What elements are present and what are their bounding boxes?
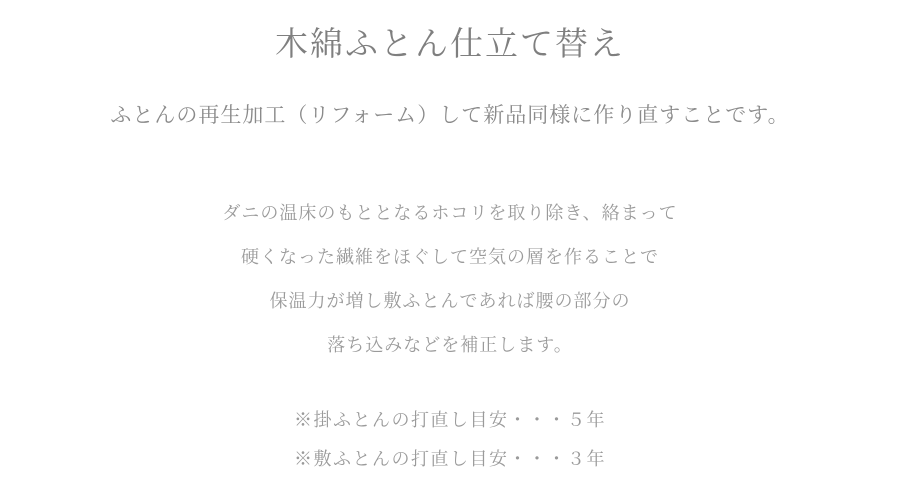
notes-list (294, 401, 606, 478)
body-line: 保温力が増し敷ふとんであれば腰の部分の (269, 290, 631, 311)
note-item: ※掛ふとんの打直し目安・・・５年 (294, 410, 606, 431)
body-line: 硬くなった繊維をほぐして空気の層を作ることで (241, 246, 659, 267)
lead-paragraph: ふとんの再生加工（リフォーム）して新品同様に作り直すことです。 (110, 103, 790, 128)
page-title: 木綿ふとん仕立て替え (275, 27, 625, 63)
note-item: ※敷ふとんの打直し目安・・・３年 (294, 448, 606, 469)
body-line: ダニの温床のもととなるホコリを取り除き、絡まって (222, 202, 678, 223)
body-line: 落ち込みなどを補正します。 (327, 334, 573, 355)
body-paragraph (222, 191, 677, 367)
